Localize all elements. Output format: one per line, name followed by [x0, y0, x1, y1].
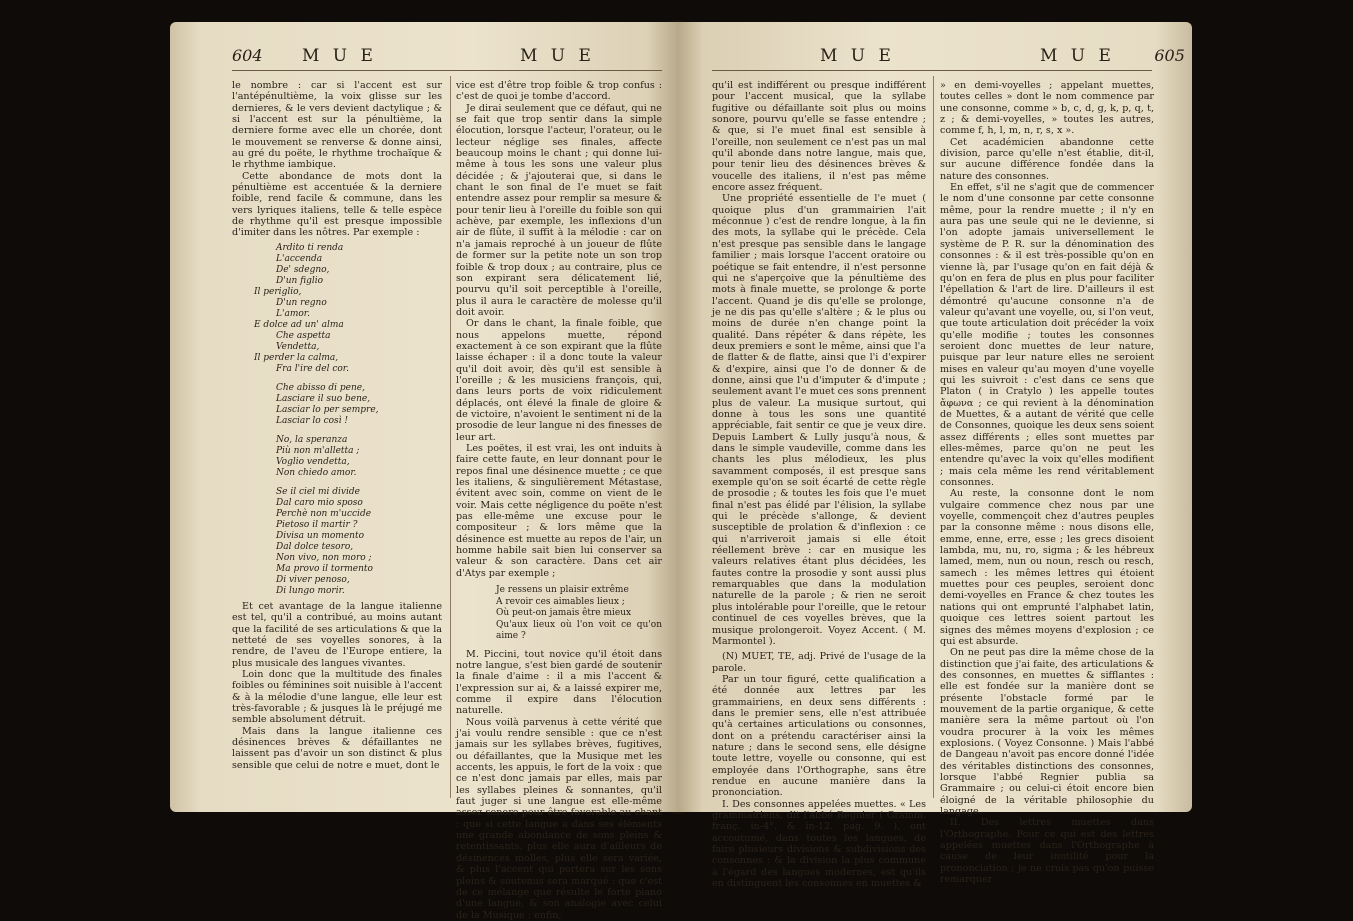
left-column-1 [232, 80, 442, 800]
entry-heading: (N) MUET, TE, adj. Privé de l'usage de la parole. [712, 651, 926, 674]
paragraph: Les poëtes, il est vrai, les ont induits à faire cette faute, en leur donnant pour le repos final une désinence muette ; ce que les italiens, & singulièrement Métastase, évitent avec soin, comme on vient de le voir. Mais cette négligence du poëte n'est pas elle-même une excuse pour le compositeur ; & lors même que la désinence est muette au repos de l'air, un homme habile sait bien lui conserver sa valeur & son caractère. Dans cet air d'Atys par exemple ; [456, 443, 662, 579]
paragraph: Nous voilà parvenus à cette vérité que j'ai voulu rendre sensible : que ce n'est jamais sur les syllabes brèves, fugitives, ou défaillantes, que la Musique met les accents, les appuis, le fort de la voix : que ce n'est donc jamais par elles, mais par les syllabes pleines & sonnantes, qu'il faut juger si une langue est elle-même assez sonore pour être favorable au chant : que si cette langue a dans ses éléments une grande abondance de sons pleins & retentissants, plus elle aura d'ailleurs de désinences molles, plus elle sera variée, & plus l'accent qui portera sur les sons pleins & soutenus sera marqué : que c'est de ce mélange que résulte le forte piano d'une langue, & son analogie avec celui de la Musique : enfin, [456, 716, 662, 921]
verse-line: Che aspetta [276, 330, 331, 341]
verse-line: De' sdegno, [276, 264, 330, 275]
left-page-number: 604 [232, 46, 263, 65]
verse-line: Lasciare il suo bene, [276, 393, 371, 404]
paragraph: Au reste, la consonne dont le nom vulgaire commence chez nous par une voyelle, commençoit chez d'autres peuples par la consonne même : nous disons elle, emme, enne, erre, esse ; les grecs disoient lambda, mu, nu, ro, sigma ; & les hébreux lamed, mem, nun ou noun, resch ou resch, samech : les mêmes lettres qui étoient muettes pour ces peuples, seroient donc demi-voyelles en France & chez toutes les nations qui ont emprunté l'alphabet latin, quoique ces lettres soient partout les signes des mêmes moyens d'explosion ; ce qui est absurde. [940, 488, 1154, 647]
verse-line: Il periglio, [254, 286, 302, 297]
paragraph: M. Piccini, tout novice qu'il étoit dans notre langue, s'est bien gardé de soutenir la finale d'aime : il a mis l'accent & l'expression sur ai, & a laissé expirer me, comme il expire dans l'élocution naturelle. [456, 648, 662, 717]
paragraph: Une propriété essentielle de l'e muet ( quoique plus d'un grammairien l'ait méconnue ) c'est de rendre longue, à la fin des mots, la syllabe qui le précède. Cela n'est presque pas sensible dans le langage familier ; mais lorsque l'accent oratoire ou poétique se fait entendre, il n'est personne qui ne s'aperçoive que la pénultième des mots à finale muette, se prolonge & porte l'accent. Quand je dis qu'elle se prolonge, je ne dis pas qu'elle s'altère ; & le plus ou moins de durée n'en change point la qualité. Dans répéter & dans répète, les deux premiers e sont le même, ainsi que l'a de flatter & de flatte, ainsi que l'i d'expirer & d'expire, ainsi que l'o de donner & de donne, ainsi que l'u d'imputer & d'impute ; seulement avant l'e muet ces sons prennent plus de valeur. La musique surtout, qui donne à tous les sons une quantité appréciable, fait sentir ce que je veux dire. Depuis Lambert & Lully jusqu'à nous, & dans le simple vaudeville, comme dans les chants les plus mélodieux, les plus savamment composés, il est presque sans exemple qu'on se soit écarté de cette règle de prosodie ; & toutes les fois que l'e muet final n'est pas élidé par l'élision, la syllabe qui le précède s'allonge, & devient susceptible de prolation & d'inflexion : ce qui n'arriveroit jamais si elle étoit réellement brève : car en musique les valeurs relatives étant plus décidées, les fautes contre la prosodie y sont aussi plus remarquables que dans la modulation naturelle de la parole ; & rien ne seroit plus intolérable pour l'oreille, que le retour continuel de ces voyelles brèves, que la musique prolongeroit. Voyez Accent. ( M. Marmontel ). [712, 193, 926, 647]
verse-line: Divisa un momento [276, 530, 365, 541]
verse-line: Che abisso di pene, [276, 382, 365, 393]
verse-line: Più non m'alletta ; [276, 445, 360, 456]
left-column-2 [456, 80, 662, 921]
verse-line: Di lungo morir. [276, 585, 345, 596]
verse-line: Dal caro mio sposo [276, 497, 363, 508]
left-header-rule [232, 70, 662, 71]
verse-line: Perchè non m'uccide [276, 508, 372, 519]
verse-line: D'un figlio [276, 275, 324, 286]
right-running-head-b: M U E [1040, 46, 1115, 66]
paragraph: Mais dans la langue italienne ces désinences brèves & défaillantes ne laissent pas d'avoir un son distinct & plus sensible que celui de notre e muet, dont le [232, 725, 442, 771]
french-verse [496, 585, 662, 643]
paragraph: On ne peut pas dire la même chose de la distinction que j'ai faite, des articulations & des consonnes, en muettes & sifflantes : elle est fondée sur la manière dont se présente l'obstacle formé par le mouvement de la partie organique, & cette manière sera la même partout où l'on voudra procurer à la voix les mêmes explosions. ( Voyez Consonne. ) Mais l'abbé de Dangeau n'avoit pas encore donné l'idée des véritables distinctions des consonnes, lorsque l'abbé Regnier publia sa Grammaire ; ou celui-ci étoit encore bien éloigné de la véritable philosophie du langage. [940, 647, 1154, 817]
verse-line: Qu'aux lieux où l'on voit ce qu'on aime ? [496, 619, 662, 642]
paragraph: En effet, s'il ne s'agit que de commencer le nom d'une consonne par cette consonne même, pour la rendre muette ; il n'y en aura pas une seule qui ne le devienne, si l'on adopte jamais universellement le système de P. R. sur la dénomination des consonnes : & il est très-possible qu'on en vienne là, par l'usage qu'on en fait déjà & qu'on en fera de plus en plus pour faciliter l'épellation & l'art de lire. D'ailleurs il est démontré qu'aucune consonne n'a de valeur qu'avant une voyelle, ou, si l'on veut, que toute articulation doit précéder la voix qu'elle modifie ; toutes les consonnes seroient donc muettes de leur nature, puisque par leur nature elles ne seroient mises en valeur qu'au moyen d'une voyelle qui les suivroit : c'est dans ce sens que Platon ( in Cratylo ) les appelle toutes ἄφωνα ; ce qui revient à la dénomination de Muettes, & a autant de vérité que celle de Consonnes, quoique les deux sens soient assez différents ; elles sont muettes par elles-mêmes, parce qu'on ne peut les entendre qu'avec la voix qu'elles modifient ; mais cela même les rend véritablement consonnes. [940, 182, 1154, 489]
verse-line: Ardito ti renda [276, 242, 344, 253]
paragraph: » en demi-voyelles ; appelant muettes, toutes celles » dont le nom commence par une consonne, comme » b, c, d, g, k, p, q, t, z ; & demi-voyelles, » toutes les autres, comme f, h, l, m, n, r, s, x ». [940, 80, 1154, 137]
paragraph: Par un tour figuré, cette qualification a été donnée aux lettres par les grammairiens, en deux sens différents : dans le premier sens, elle n'est attribuée qu'à certaines articulations ou consonnes, dont on a prétendu caractériser ainsi la nature ; dans le second sens, elle désigne toute lettre, voyelle ou consonne, qui est employée dans l'Orthographe, sans être rendue en aucune manière dans la prononciation. [712, 673, 926, 799]
column-divider [450, 76, 451, 798]
verse-line: Pietoso il martir ? [276, 519, 358, 530]
paragraph: Or dans le chant, la finale foible, que nous appelons muette, répond exactement à ce son expirant que la flûte laisse échaper : il a donc toute la valeur qu'il doit avoir, dès qu'il est sensible à l'oreille ; & les musiciens françois, qui, dans leurs ports de voix ridiculement déplacés, ont élevé la finale de gloire & de victoire, n'avoient le sentiment ni de la prosodie de leur langue ni des finesses de leur art. [456, 318, 662, 443]
paragraph: Cet académicien abandonne cette division, parce qu'elle n'est établie, dit-il, sur aucune différence fondée dans la nature des consonnes. [940, 136, 1154, 182]
verse-line: Non chiedo amor. [276, 467, 357, 478]
paragraph: vice est d'être trop foible & trop confus : c'est de quoi je tombe d'accord. [456, 80, 662, 103]
verse-line: Di viver penoso, [276, 574, 350, 585]
left-running-head-a: M U E [301, 46, 377, 66]
verse-line: Il perder la calma, [254, 352, 339, 363]
stanza-gap [276, 427, 442, 435]
verse-line: Voglio vendetta, [276, 456, 350, 467]
verse-line: L'amor. [276, 308, 310, 319]
paragraph: Loin donc que la multitude des finales foibles ou féminines soit nuisible à l'accent & à la mélodie d'une langue, elle leur est très-favorable ; & jusques là le préjugé me semble absolument détruit. [232, 668, 442, 726]
right-running-head-a: M U E [820, 46, 895, 66]
paragraph: Je dirai seulement que ce défaut, qui ne se fait que trop sentir dans la simple élocution, lorsque l'acteur, l'orateur, ou le lecteur néglige ses finales, affecte beaucoup moins le chant ; qui donne lui-même à tous les sons une valeur plus décidée ; & j'ajouterai que, si dans le chant le son final de l'e muet se fait entendre assez pour remplir sa mesure & pour tenir lieu à l'oreille du foible son qui achève, par exemple, les inflexions d'un air de flûte, il suffit à la mélodie : car on n'a jamais reproché à un joueur de flûte de former sur la petite note un son trop foible & trop doux ; au contraire, plus ce son expirant sera délicatement lié, pourvu qu'il soit perceptible à l'oreille, plus il aura le caractère de molesse qu'il doit avoir. [456, 102, 662, 318]
verse-line: Dal dolce tesoro, [276, 541, 354, 552]
verse-line: Se il ciel mi divide [276, 486, 360, 497]
verse-line: D'un regno [276, 297, 327, 308]
left-running-head-b: M U E [520, 46, 595, 66]
paragraph: I. Des consonnes appelées muettes. « Les grammairiens, dit l'abbé Regnier ( Gramm. franç. in-4°. & in-12. pag. 9. ), ont accoutumé, dans toutes les langues, de faire plusieurs divisions & subdivisions des consonnes : & la division la plus commune à l'égard des langues modernes, est qu'ils en distinguent les consonnes en muettes & [712, 798, 926, 890]
right-page-number: 605 [1154, 46, 1185, 65]
verse-line: Ma provo il tormento [276, 563, 373, 574]
left-page-header [232, 46, 377, 68]
right-column-2 [940, 80, 1154, 886]
paragraph: Et cet avantage de la langue italienne est tel, qu'il a contribué, au moins autant que la facilité de ses articulations & que la netteté de ses voyelles sonores, à la rendre, de l'aveu de l'Europe entiere, la plus musicale des langues vivantes. [232, 600, 442, 669]
verse-line: L'accenda [276, 253, 323, 264]
verse-line: Non vivo, non moro ; [276, 552, 372, 563]
right-header-rule [712, 70, 1152, 71]
verse-line: No, la speranza [276, 434, 348, 445]
verse-line: A revoir ces aimables lieux ; [496, 596, 625, 607]
right-column-1 [712, 80, 926, 890]
verse-line: Lasciar lo così ! [276, 415, 348, 426]
verse-line: Où peut-on jamais être mieux [496, 608, 632, 619]
stanza-gap [276, 479, 442, 487]
paragraph: le nombre : car si l'accent est sur l'antépénultième, la voix glisse sur les dernieres, & le vers devient dactylique ; & si l'accent est sur la pénultième, la derniere forme avec elle un chorée, dont le mouvement se renverse & donne ainsi, au gré du poëte, le rhythme trochaïque & le rhythme iambique. [232, 80, 442, 171]
verse-line: Vendetta, [276, 341, 320, 352]
right-page-header [1040, 46, 1185, 68]
column-divider [933, 76, 934, 798]
verse-line: Lasciar lo per sempre, [276, 404, 379, 415]
verse-line: E dolce ad un' alma [254, 319, 344, 330]
italian-verse [254, 242, 442, 597]
paragraph: Cette abondance de mots dont la pénultième est accentuée & la derniere foible, rend facile & commune, dans les vers lyriques italiens, telle & telle espèce de rhythme qu'il est presque impossible d'imiter dans les nôtres. Par exemple : [232, 170, 442, 239]
stanza-gap [276, 375, 442, 383]
verse-line: Je ressens un plaisir extrême [496, 585, 629, 596]
paragraph: II. Des lettres muettes dans l'Orthographe. Pour ce qui est des lettres appelées muettes dans l'Orthographe à cause de leur inutilité pour la prononciation ; je ne crois pas qu'on puisse remarquer [940, 817, 1154, 886]
paragraph: qu'il est indifférent ou presque indifférent pour l'accent musical, que la syllabe fugitive ou défaillante soit plus ou moins sonore, pourvu qu'elle se fasse entendre ; & que, si l'e muet final est sensible à l'oreille, non seulement ce n'est pas un mal qu'il abonde dans notre langue, mais que, pour tenir lieu des désinences brèves & voucelle des italiens, il n'est pas même encore assez fréquent. [712, 80, 926, 194]
verse-line: Fra l'ire del cor. [276, 363, 349, 374]
